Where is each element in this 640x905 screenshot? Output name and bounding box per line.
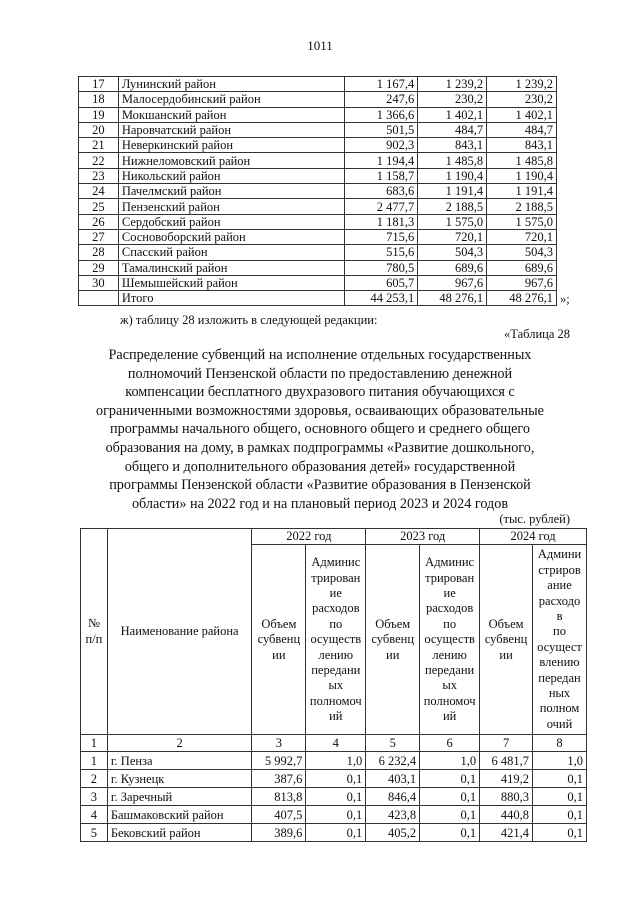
table-28: [80, 528, 587, 842]
page-number: 1011: [307, 38, 333, 53]
value-2024: 689,6: [487, 260, 557, 275]
table-row: [79, 77, 557, 92]
row-number: 4: [81, 806, 108, 824]
table-row: [79, 260, 557, 275]
value-2023: 1 191,4: [418, 184, 487, 199]
value-2024: 1 239,2: [487, 77, 557, 92]
value-2023: 967,6: [418, 275, 487, 290]
column-index: 2: [107, 735, 252, 752]
header-admin-expenses: Админис трирован ие расходов по осуществ лению передани ых полномоч ий: [306, 545, 366, 735]
admin-2024: 0,1: [533, 806, 587, 824]
subsidy-2022: 387,6: [252, 770, 306, 788]
value-2022: 1 194,4: [345, 153, 418, 168]
value-2024: 1 485,8: [487, 153, 557, 168]
column-index: 4: [306, 735, 366, 752]
row-number: 17: [79, 77, 119, 92]
value-2023: 230,2: [418, 92, 487, 107]
subsidy-2023: 6 232,4: [366, 752, 420, 770]
table-row: [79, 275, 557, 290]
row-number: 22: [79, 153, 119, 168]
value-2024: 484,7: [487, 122, 557, 137]
district-name: Шемышейский район: [118, 275, 344, 290]
value-2022: 605,7: [345, 275, 418, 290]
table-row: [79, 199, 557, 214]
district-name: Бековский район: [107, 824, 252, 842]
table-row: [79, 214, 557, 229]
amendment-instruction: ж) таблицу 28 изложить в следующей редакции:: [120, 313, 378, 327]
table-row: [79, 107, 557, 122]
value-2022: 2 477,7: [345, 199, 418, 214]
district-name: Итого: [118, 291, 344, 306]
table-row: [79, 229, 557, 244]
header-admin-expenses: Админи стриров ание расходо в по осущест влению передан ных полном очий: [533, 545, 587, 735]
subsidy-2022: 389,6: [252, 824, 306, 842]
row-number: 20: [79, 122, 119, 137]
row-number: 1: [81, 752, 108, 770]
value-2022: 44 253,1: [345, 291, 418, 306]
admin-2022: 0,1: [306, 770, 366, 788]
value-2023: 720,1: [418, 229, 487, 244]
table-title: [60, 346, 580, 513]
value-2023: 689,6: [418, 260, 487, 275]
value-2024: 1 402,1: [487, 107, 557, 122]
admin-2024: 0,1: [533, 770, 587, 788]
admin-2024: 0,1: [533, 824, 587, 842]
subsidy-2024: 6 481,7: [480, 752, 533, 770]
column-index: 3: [252, 735, 306, 752]
district-name: Тамалинский район: [118, 260, 344, 275]
admin-2022: 0,1: [306, 788, 366, 806]
table-row: [79, 245, 557, 260]
value-2023: 2 188,5: [418, 199, 487, 214]
value-2022: 501,5: [345, 122, 418, 137]
table-row: [79, 122, 557, 137]
subsidy-2023: 423,8: [366, 806, 420, 824]
table-row: [81, 788, 587, 806]
value-2022: 1 366,6: [345, 107, 418, 122]
value-2023: 843,1: [418, 138, 487, 153]
subsidy-2023: 846,4: [366, 788, 420, 806]
admin-2023: 0,1: [420, 770, 480, 788]
table-row: [79, 92, 557, 107]
value-2022: 247,6: [345, 92, 418, 107]
title-line: ограниченными возможностями здоровья, осваивающих образовательные: [96, 402, 544, 419]
value-2022: 1 158,7: [345, 168, 418, 183]
value-2023: 484,7: [418, 122, 487, 137]
value-2024: 967,6: [487, 275, 557, 290]
row-number: 19: [79, 107, 119, 122]
subsidy-2022: 813,8: [252, 788, 306, 806]
value-2024: 230,2: [487, 92, 557, 107]
value-2023: 48 276,1: [418, 291, 487, 306]
value-2024: 720,1: [487, 229, 557, 244]
district-name: г. Заречный: [107, 788, 252, 806]
value-2022: 1 167,4: [345, 77, 418, 92]
table-row: [79, 291, 557, 306]
header-year-2023: 2023 год: [366, 529, 480, 545]
district-name: Сердобский район: [118, 214, 344, 229]
value-2023: 504,3: [418, 245, 487, 260]
value-2023: 1 190,4: [418, 168, 487, 183]
value-2022: 715,6: [345, 229, 418, 244]
admin-2023: 1,0: [420, 752, 480, 770]
row-number: 30: [79, 275, 119, 290]
title-line: области» на 2022 год и на плановый период 2023 и 2024 годов: [131, 495, 509, 512]
title-line: компенсации бесплатного двухразового питания обучающихся с: [125, 384, 515, 401]
district-name: Лунинский район: [118, 77, 344, 92]
header-subsidy-volume: Объем субвенц ии: [366, 545, 420, 735]
subsidy-2024: 419,2: [480, 770, 533, 788]
admin-2024: 0,1: [533, 788, 587, 806]
district-name: г. Кузнецк: [107, 770, 252, 788]
value-2024: 504,3: [487, 245, 557, 260]
subsidy-2024: 440,8: [480, 806, 533, 824]
column-index: 5: [366, 735, 420, 752]
row-number: 24: [79, 184, 119, 199]
table-label: «Таблица 28: [504, 327, 570, 341]
title-line: полномочий Пензенской области по предоставлению денежной: [127, 365, 513, 382]
column-index-row: [81, 735, 587, 752]
value-2024: 48 276,1: [487, 291, 557, 306]
district-name: Малосердобинский район: [118, 92, 344, 107]
value-2022: 1 181,3: [345, 214, 418, 229]
row-number: 27: [79, 229, 119, 244]
row-number: 29: [79, 260, 119, 275]
closing-quote: »;: [560, 292, 570, 306]
subsidy-2022: 407,5: [252, 806, 306, 824]
value-2023: 1 239,2: [418, 77, 487, 92]
row-number: 26: [79, 214, 119, 229]
column-index: 8: [533, 735, 587, 752]
admin-2022: 1,0: [306, 752, 366, 770]
row-number: 25: [79, 199, 119, 214]
value-2024: 2 188,5: [487, 199, 557, 214]
title-line: программы Пензенской области «Развитие образования в Пензенской: [109, 477, 531, 494]
row-number: [79, 291, 119, 306]
table-row: [79, 168, 557, 183]
district-name: г. Пенза: [107, 752, 252, 770]
table-row: [81, 806, 587, 824]
table-row: [79, 184, 557, 199]
table-row: [81, 770, 587, 788]
district-name: Сосновоборский район: [118, 229, 344, 244]
subsidy-2023: 403,1: [366, 770, 420, 788]
value-2024: 1 190,4: [487, 168, 557, 183]
row-number: 28: [79, 245, 119, 260]
value-2023: 1 485,8: [418, 153, 487, 168]
district-name: Пензенский район: [118, 199, 344, 214]
admin-2023: 0,1: [420, 806, 480, 824]
value-2024: 1 575,0: [487, 214, 557, 229]
district-name: Никольский район: [118, 168, 344, 183]
subsidy-2023: 405,2: [366, 824, 420, 842]
district-name: Неверкинский район: [118, 138, 344, 153]
units-label: (тыс. рублей): [499, 512, 570, 526]
row-number: 23: [79, 168, 119, 183]
value-2022: 515,6: [345, 245, 418, 260]
district-name: Спасский район: [118, 245, 344, 260]
row-number: 18: [79, 92, 119, 107]
value-2024: 843,1: [487, 138, 557, 153]
district-name: Мокшанский район: [118, 107, 344, 122]
row-number: 5: [81, 824, 108, 842]
table-row: [79, 138, 557, 153]
value-2023: 1 402,1: [418, 107, 487, 122]
header-year-2024: 2024 год: [480, 529, 587, 545]
admin-2023: 0,1: [420, 788, 480, 806]
table-row: [81, 752, 587, 770]
header-year-2022: 2022 год: [252, 529, 366, 545]
table-row: [79, 153, 557, 168]
header-admin-expenses: Админис трирован ие расходов по осуществ лению передани ых полномоч ий: [420, 545, 480, 735]
title-line: Распределение субвенций на исполнение отдельных государственных: [108, 347, 532, 363]
value-2023: 1 575,0: [418, 214, 487, 229]
district-name: Пачелмский район: [118, 184, 344, 199]
admin-2024: 1,0: [533, 752, 587, 770]
subsidy-2024: 880,3: [480, 788, 533, 806]
value-2022: 780,5: [345, 260, 418, 275]
column-index: 7: [480, 735, 533, 752]
title-line: образования на дому, в рамках подпрограммы «Развитие дошкольного,: [105, 439, 535, 456]
admin-2022: 0,1: [306, 824, 366, 842]
title-line: программы начального общего, основного общего и среднего общего: [110, 421, 530, 438]
header-name: Наименование района: [107, 529, 252, 735]
previous-table: [78, 76, 557, 306]
row-number: 3: [81, 788, 108, 806]
district-name: Нижнеломовский район: [118, 153, 344, 168]
value-2022: 683,6: [345, 184, 418, 199]
row-number: 21: [79, 138, 119, 153]
value-2022: 902,3: [345, 138, 418, 153]
header-subsidy-volume: Объем субвенц ии: [480, 545, 533, 735]
admin-2022: 0,1: [306, 806, 366, 824]
subsidy-2024: 421,4: [480, 824, 533, 842]
header-no: № п/п: [81, 529, 108, 735]
value-2024: 1 191,4: [487, 184, 557, 199]
subsidy-2022: 5 992,7: [252, 752, 306, 770]
row-number: 2: [81, 770, 108, 788]
header-subsidy-volume: Объем субвенц ии: [252, 545, 306, 735]
admin-2023: 0,1: [420, 824, 480, 842]
district-name: Башмаковский район: [107, 806, 252, 824]
title-line: общего и дополнительного образования детей» государственной: [124, 458, 516, 475]
district-name: Наровчатский район: [118, 122, 344, 137]
column-index: 6: [420, 735, 480, 752]
column-index: 1: [81, 735, 108, 752]
table-row: [81, 824, 587, 842]
